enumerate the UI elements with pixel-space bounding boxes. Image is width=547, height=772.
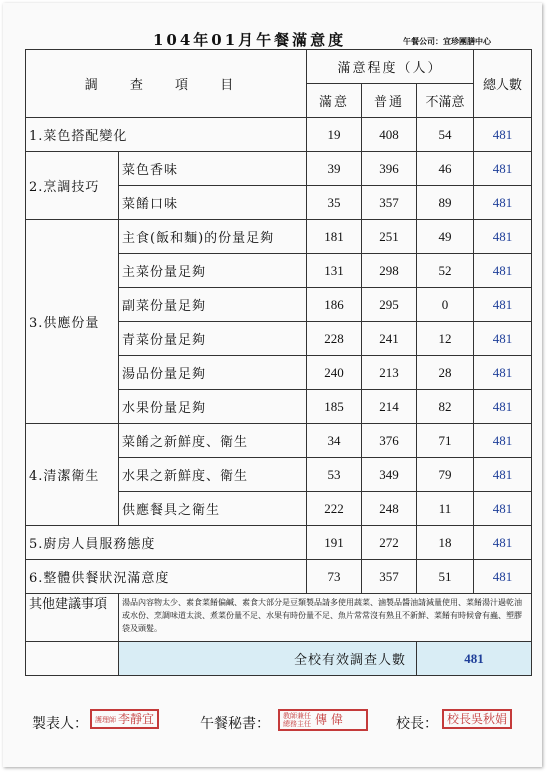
header-total: 總人數: [474, 50, 532, 118]
preparer-stamp-title: 護理師: [95, 715, 116, 724]
cell-total: 481: [474, 492, 532, 526]
cell-normal: 241: [362, 322, 417, 356]
cell-normal: 248: [362, 492, 417, 526]
cell-satisfied: 19: [307, 118, 362, 152]
suggestions-row: [26, 594, 532, 642]
cell-normal: 298: [362, 254, 417, 288]
cell-total: 481: [474, 152, 532, 186]
cell-normal: 251: [362, 220, 417, 254]
secretary-stamp-name: 傳 偉: [315, 712, 343, 727]
cell-satisfied: 222: [307, 492, 362, 526]
cell-normal: 213: [362, 356, 417, 390]
cell-total: 481: [474, 220, 532, 254]
preparer-label: 製表人：: [32, 716, 88, 732]
summary-value: 481: [417, 642, 532, 676]
cell-satisfied: 240: [307, 356, 362, 390]
header-item: 調 查 項 目: [26, 50, 307, 118]
secretary-label: 午餐秘書：: [200, 716, 270, 732]
row-category: 4.清潔衛生: [26, 424, 119, 526]
preparer-stamp: [90, 709, 159, 729]
suggestions-text: 湯品內容物太少、素食菜餚偏鹹、素食大部分是豆類製品請多使用蔬菜、滷製品醬油請減量使用、菜餚湯汁過乾油或水份、烹調味道太淡、煮菜份量不足、水果有時份量不足、魚片常常沒有熟且不新鮮、菜餚有時候會有蟲、塑膠袋及頭髮。: [119, 594, 532, 642]
cell-satisfied: 181: [307, 220, 362, 254]
row-category: 3.供應份量: [26, 220, 119, 424]
cell-unsatisfied: 54: [417, 118, 474, 152]
cell-normal: 357: [362, 186, 417, 220]
cell-total: 481: [474, 560, 532, 594]
cell-normal: 376: [362, 424, 417, 458]
cell-total: 481: [474, 118, 532, 152]
cell-total: 481: [474, 254, 532, 288]
cell-total: 481: [474, 526, 532, 560]
cell-unsatisfied: 51: [417, 560, 474, 594]
cell-total: 481: [474, 458, 532, 492]
summary-label: 全校有效調查人數: [119, 642, 417, 676]
row-subitem: 菜色香味: [119, 152, 307, 186]
cell-total: 481: [474, 390, 532, 424]
header-satisfied: 滿意: [307, 84, 362, 118]
cell-total: 481: [474, 356, 532, 390]
cell-unsatisfied: 46: [417, 152, 474, 186]
principal-label: 校長：: [396, 716, 438, 732]
table-row: [26, 526, 532, 560]
cell-unsatisfied: 18: [417, 526, 474, 560]
cell-normal: 349: [362, 458, 417, 492]
table-row: [26, 424, 532, 458]
summary-row: [26, 642, 532, 676]
cell-satisfied: 35: [307, 186, 362, 220]
cell-unsatisfied: 12: [417, 322, 474, 356]
cell-normal: 214: [362, 390, 417, 424]
row-category: 2.烹調技巧: [26, 152, 119, 220]
cell-normal: 357: [362, 560, 417, 594]
header-unsatisfied: 不滿意: [417, 84, 474, 118]
row-subitem: 湯品份量足夠: [119, 356, 307, 390]
cell-satisfied: 34: [307, 424, 362, 458]
cell-total: 481: [474, 186, 532, 220]
row-subitem: 水果之新鮮度、衛生: [119, 458, 307, 492]
survey-table: [25, 49, 532, 676]
header-normal: 普通: [362, 84, 417, 118]
preparer-stamp-name: 李靜宜: [118, 712, 155, 726]
table-row: [26, 560, 532, 594]
cell-unsatisfied: 49: [417, 220, 474, 254]
cell-satisfied: 39: [307, 152, 362, 186]
cell-satisfied: 186: [307, 288, 362, 322]
table-row: [26, 118, 532, 152]
cell-unsatisfied: 89: [417, 186, 474, 220]
summary-blank: [26, 642, 119, 676]
cell-unsatisfied: 71: [417, 424, 474, 458]
row-subitem: 青菜份量足夠: [119, 322, 307, 356]
table-row: [26, 220, 532, 254]
page-title: 104年01月午餐滿意度: [153, 31, 347, 49]
row-category: 5.廚房人員服務態度: [26, 526, 307, 560]
cell-unsatisfied: 28: [417, 356, 474, 390]
cell-satisfied: 131: [307, 254, 362, 288]
cell-unsatisfied: 52: [417, 254, 474, 288]
secretary-stamp-title: 教師兼任總務主任: [283, 712, 311, 728]
row-category: 6.整體供餐狀況滿意度: [26, 560, 307, 594]
row-subitem: 菜餚之新鮮度、衛生: [119, 424, 307, 458]
row-subitem: 菜餚口味: [119, 186, 307, 220]
cell-total: 481: [474, 288, 532, 322]
cell-total: 481: [474, 322, 532, 356]
cell-satisfied: 53: [307, 458, 362, 492]
cell-satisfied: 185: [307, 390, 362, 424]
cell-unsatisfied: 79: [417, 458, 474, 492]
suggestions-label: 其他建議事項: [26, 594, 119, 642]
cell-normal: 295: [362, 288, 417, 322]
row-subitem: 水果份量足夠: [119, 390, 307, 424]
header-degree: 滿意程度（人）: [307, 50, 474, 84]
cell-unsatisfied: 0: [417, 288, 474, 322]
secretary-stamp: [278, 709, 368, 731]
table-row: [26, 152, 532, 186]
cell-satisfied: 73: [307, 560, 362, 594]
row-subitem: 主食(飯和麵)的份量足夠: [119, 220, 307, 254]
cell-normal: 272: [362, 526, 417, 560]
row-category: 1.菜色搭配變化: [26, 118, 307, 152]
cell-total: 481: [474, 424, 532, 458]
cell-normal: 396: [362, 152, 417, 186]
cell-satisfied: 228: [307, 322, 362, 356]
principal-stamp: 校長吳秋娟: [442, 709, 512, 729]
row-subitem: 供應餐具之衛生: [119, 492, 307, 526]
cell-normal: 408: [362, 118, 417, 152]
row-subitem: 主菜份量足夠: [119, 254, 307, 288]
cell-unsatisfied: 11: [417, 492, 474, 526]
row-subitem: 副菜份量足夠: [119, 288, 307, 322]
cell-satisfied: 191: [307, 526, 362, 560]
cell-unsatisfied: 82: [417, 390, 474, 424]
supplier-name: 午餐公司：宜珍團膳中心: [403, 36, 491, 46]
